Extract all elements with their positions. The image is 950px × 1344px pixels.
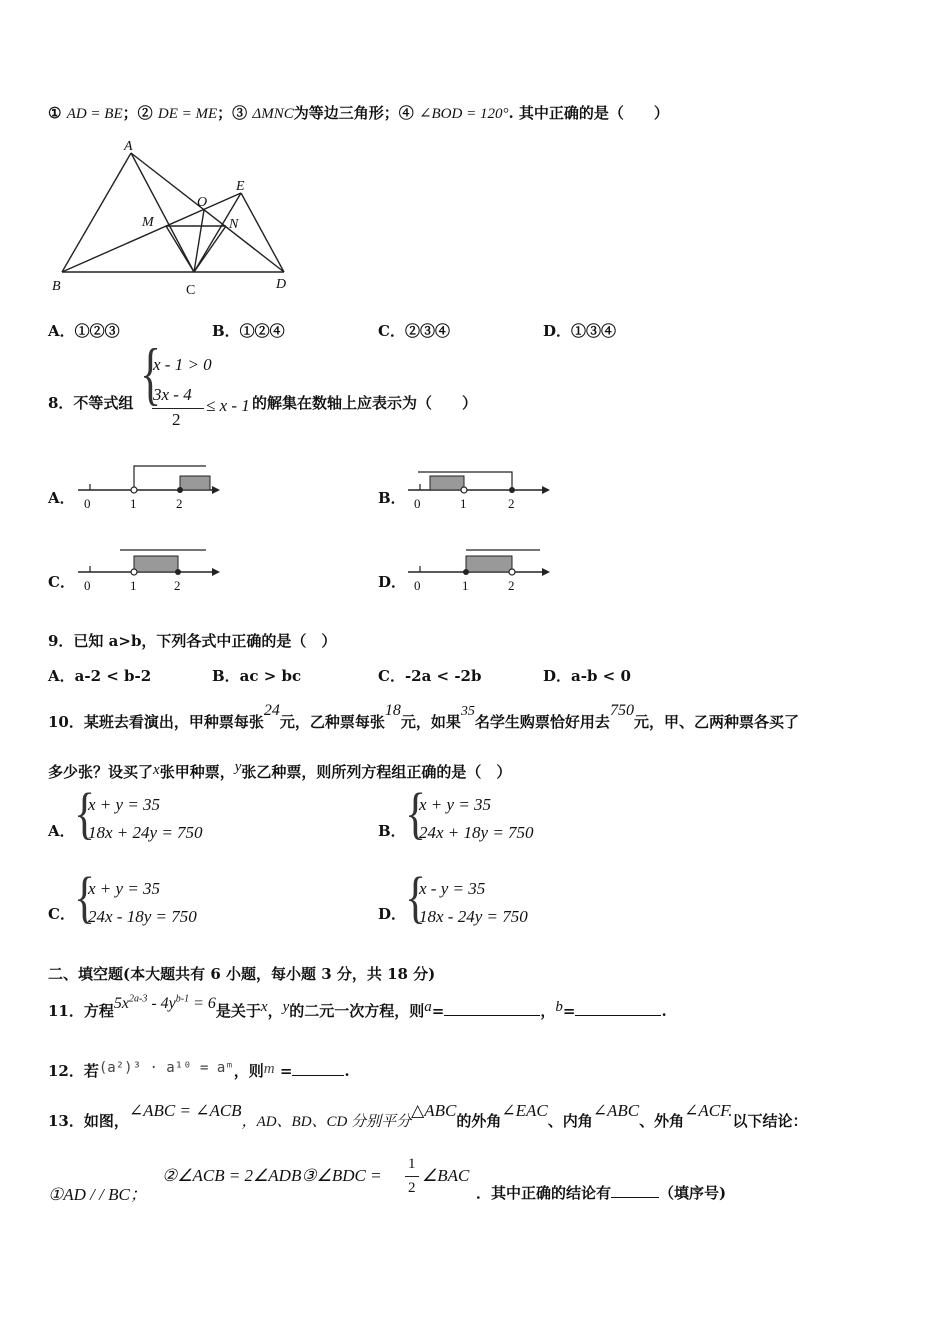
- q8-frac-den: 2: [172, 410, 181, 429]
- q10-d-eq2: 18x - 24y = 750: [419, 907, 528, 926]
- seg-CM: [166, 226, 194, 272]
- seg-ED: [241, 193, 284, 272]
- q13-tail: ．其中正确的结论有 （填序号): [476, 1184, 727, 1202]
- q7-option-b[interactable]: B．①②④: [212, 322, 285, 340]
- q13-angle-bac: ∠BAC: [422, 1166, 470, 1185]
- seg-AB: [62, 153, 131, 272]
- q8-frac-bar: [152, 408, 204, 409]
- q13-frac-num: 1: [408, 1156, 416, 1172]
- tick-2: 2: [176, 496, 183, 511]
- price-b: 18: [384, 702, 401, 719]
- geometry-figure: [44, 138, 304, 298]
- section-heading: 二、填空题(本大题共有 6 小题，每小题 3 分，共 18 分): [48, 965, 436, 983]
- q10-b-eq2: 24x + 18y = 750: [419, 823, 534, 842]
- q13-conclusion-1: ①AD / / BC；: [48, 1185, 147, 1204]
- q10-c-brace: {: [74, 865, 96, 930]
- label-B: B: [52, 279, 61, 294]
- tick-1: 1: [130, 578, 137, 593]
- numberline-c[interactable]: [74, 546, 224, 598]
- q9-option-b[interactable]: B．ac > bc: [212, 667, 302, 685]
- label-O: O: [197, 195, 208, 210]
- numberline-b[interactable]: [404, 462, 554, 514]
- q10-c-eq2: 24x - 18y = 750: [88, 907, 197, 926]
- q9-option-d[interactable]: D．a-b < 0: [543, 667, 631, 685]
- q13-conclusion-2: ②∠ACB = 2∠ADB③∠BDC =: [162, 1166, 382, 1185]
- student-count: 35: [460, 704, 475, 719]
- label-D: D: [276, 277, 287, 292]
- q11-line: 11．方程$5x^{2a-3} - 4y^{b-1} = 6$是关于x，y的二元一次方程，则a= ，b= .: [48, 993, 667, 1020]
- tick-0: 0: [84, 496, 91, 511]
- tick-1: 1: [462, 578, 469, 593]
- q10-option-b-label[interactable]: B．: [378, 822, 406, 840]
- blank-a[interactable]: [444, 1001, 540, 1016]
- q10-line2: 多少张？设买了x张甲种票，y张乙种票，则所列方程组正确的是（ ）: [48, 759, 512, 781]
- q8-option-c-label[interactable]: C．: [48, 573, 75, 591]
- tick-0: 0: [414, 496, 421, 511]
- q8-prefix: 8．不等式组: [48, 394, 134, 412]
- q12-expression: (a²)³ · a¹⁰ = aᵐ: [98, 1060, 234, 1076]
- q10-d-brace: {: [405, 865, 427, 930]
- q10-c-eq1: x + y = 35: [88, 879, 161, 898]
- blank-m[interactable]: [292, 1061, 344, 1076]
- q13-frac-den: 2: [408, 1180, 416, 1196]
- tick-1: 1: [130, 496, 137, 511]
- tick-0: 0: [84, 578, 91, 593]
- tick-2: 2: [174, 578, 181, 593]
- seg-AC: [131, 153, 194, 272]
- q7-option-a[interactable]: A．①②③: [48, 322, 120, 340]
- seg-AD: [131, 153, 284, 272]
- circle-num-1: ①: [48, 104, 62, 122]
- tick-0: 0: [414, 578, 421, 593]
- seg-BE: [62, 193, 241, 272]
- q10-option-d-label[interactable]: D．: [378, 905, 407, 923]
- q10-a-brace: {: [74, 781, 96, 846]
- q8-option-a-label[interactable]: A．: [48, 489, 75, 507]
- q8-suffix: 的解集在数轴上应表示为（ ）: [252, 394, 478, 412]
- label-N: N: [229, 217, 239, 232]
- numberline-d[interactable]: [404, 546, 554, 598]
- q8-option-d-label[interactable]: D．: [378, 573, 407, 591]
- q10-a-eq1: x + y = 35: [88, 795, 161, 814]
- label-M: M: [142, 215, 154, 230]
- q10-d-eq1: x - y = 35: [419, 879, 486, 898]
- q10-option-c-label[interactable]: C．: [48, 905, 75, 923]
- q7-option-c[interactable]: C．②③④: [378, 322, 450, 340]
- blank-b[interactable]: [575, 1001, 661, 1016]
- label-C: C: [186, 283, 196, 298]
- q10-option-a-label[interactable]: A．: [48, 822, 75, 840]
- q13-frac-bar: [405, 1176, 419, 1177]
- q8-option-b-label[interactable]: B．: [378, 489, 406, 507]
- stmt-2: DE = ME: [157, 106, 218, 122]
- q10-b-eq1: x + y = 35: [419, 795, 492, 814]
- q10-line1: 10．某班去看演出，甲种票每张24元，乙种票每张18元，如果35名学生购票恰好用去750元，甲、乙两种票各买了: [48, 702, 799, 731]
- tick-2: 2: [508, 496, 515, 511]
- statement-line: ① AD = BE；② DE = ME；③ ΔMNC为等边三角形；④ ∠BOD = 120°. 其中正确的是（ ）: [48, 104, 669, 122]
- q10-b-brace: {: [405, 781, 427, 846]
- blank-q13[interactable]: [611, 1183, 659, 1198]
- q8-brace: {: [140, 334, 162, 413]
- q9-stem: 9．已知 a>b，下列各式中正确的是（ ）: [48, 632, 337, 650]
- tick-1: 1: [460, 496, 467, 511]
- q8-line1: x - 1 > 0: [153, 355, 212, 374]
- tick-2: 2: [508, 578, 515, 593]
- q11-equation: $5x^{2a-3} - 4y^{b-1} = 6$: [113, 993, 216, 1012]
- seg-CN: [194, 226, 226, 272]
- q12-line: 12．若(a²)³ · a¹⁰ = aᵐ，则m = .: [48, 1060, 350, 1080]
- q7-option-d[interactable]: D．①③④: [543, 322, 617, 340]
- q13-line1: 13．如图，∠ABC = ∠ACB，AD、BD、CD 分别平分△ABC的外角∠EAC、内角∠ABC、外角∠ACF.以下结论：: [48, 1101, 808, 1130]
- q9-option-a[interactable]: A．a-2 < b-2: [48, 667, 152, 685]
- label-E: E: [236, 179, 245, 194]
- q8-rhs: ≤ x - 1: [206, 396, 250, 415]
- q9-option-c[interactable]: C．-2a < -2b: [378, 667, 482, 685]
- stmt-1: AD = BE: [66, 106, 123, 122]
- numberline-a[interactable]: [74, 462, 224, 514]
- q10-a-eq2: 18x + 24y = 750: [88, 823, 203, 842]
- stmt-4: ∠BOD = 120°: [418, 106, 509, 122]
- total-cost: 750: [609, 702, 634, 719]
- label-A: A: [124, 139, 133, 154]
- q8-frac-num: 3x - 4: [153, 385, 192, 404]
- stmt-3: ΔMNC: [252, 106, 294, 122]
- price-a: 24: [263, 702, 280, 719]
